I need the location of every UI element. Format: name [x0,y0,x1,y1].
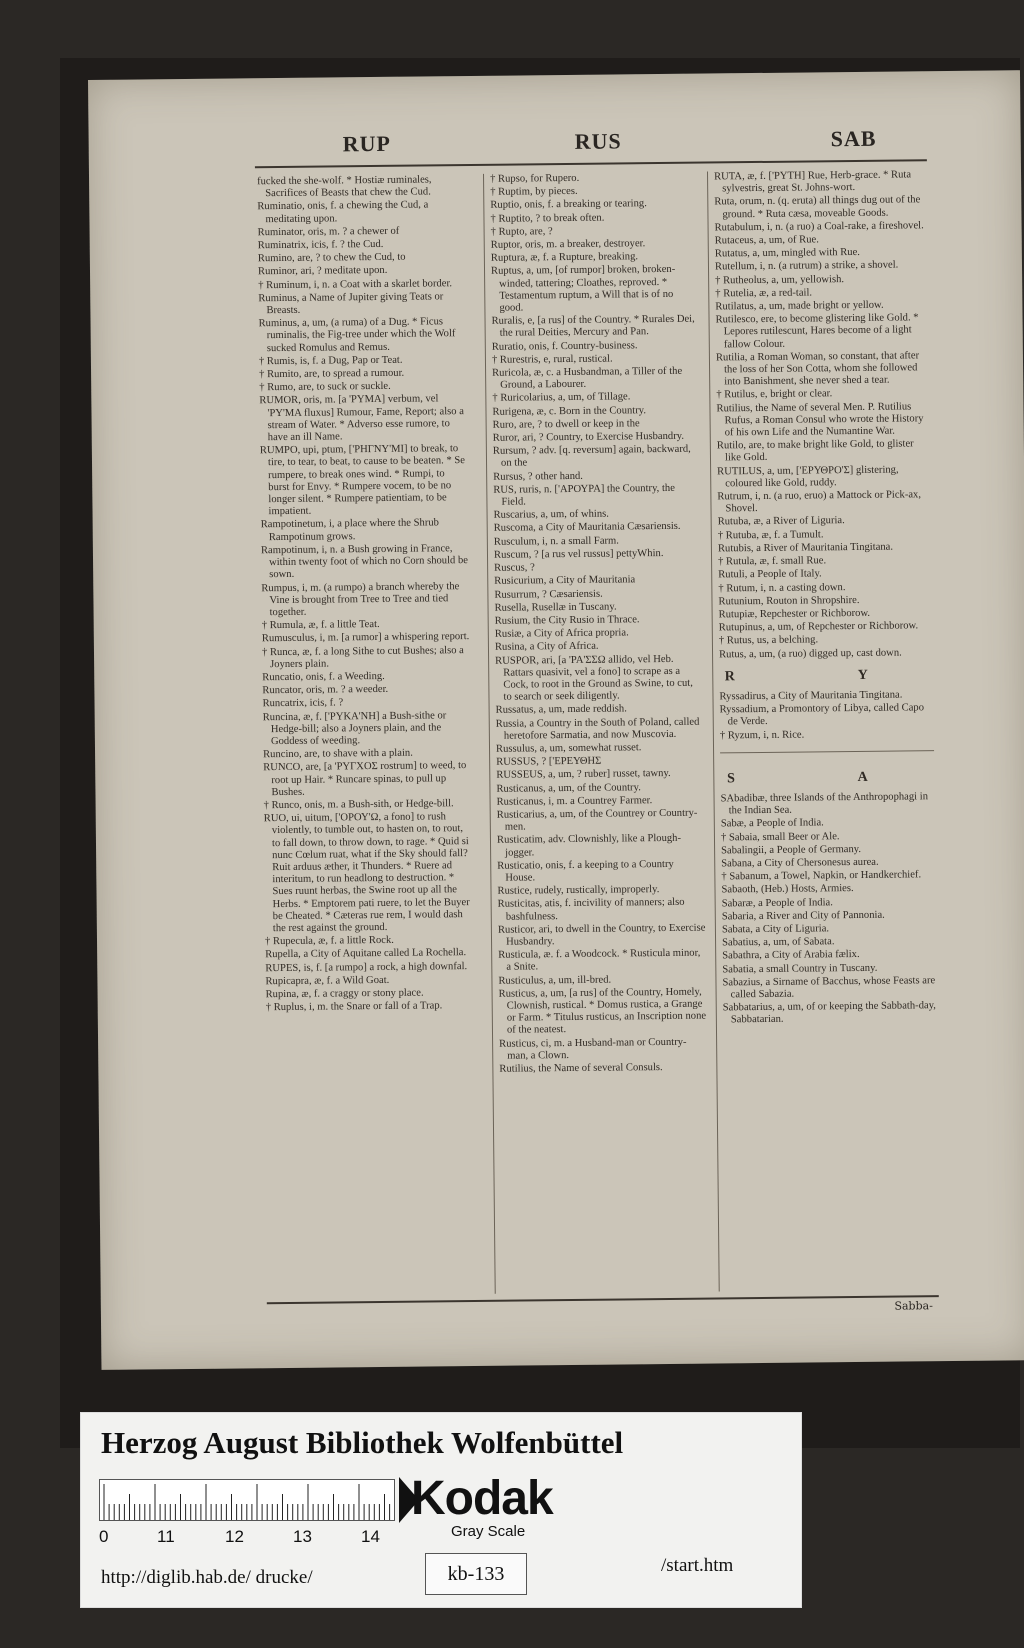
dictionary-entry: Sabaoth, (Heb.) Hosts, Armies. [721,883,854,896]
dictionary-entry: RUMOR, oris, m. [a 'ΡΥΜΑ] verbum, vel 'ΡΥ'ΜΑ fluxus] Rumour, Fame, Report; also a stream of Water. * Adverso esse rumore, to have an ill Name. [259,393,464,444]
dictionary-entry: † Ruplus, i, m. the Snare or fall of a Trap. [265,1000,443,1014]
dictionary-entry: Rursum, ? adv. [q. reversum] again, backward, on the [492,443,691,470]
dictionary-entry: † Rupto, are, ? [490,225,553,238]
dictionary-entry: RUS, ruris, n. ['ΑΡΟΥΡΑ] the Country, the Field. [493,482,675,508]
dictionary-entry: Rusticitas, atis, f. incivility of manners; also bashfulness. [497,897,685,923]
dictionary-entry: RUTILUS, a, um, ['ΕΡΥΘΡΟ'Σ] glistering, coloured like Gold, ruddy. [717,464,899,490]
dictionary-entry: † Rutum, i, n. a casting down. [718,581,846,594]
dictionary-entry: RUTA, æ, f. ['ΡΥΤΗ] Rue, Herb-grace. * Ruta sylvestris, great St. Johns-wort. [713,169,912,195]
dictionary-entry: Sabana, a City of Chersonesus aurea. [721,856,879,870]
dictionary-entry: † Rutelia, æ, a red-tail. [715,287,813,300]
dictionary-entry: Ruscarius, a, um, of whins. [493,508,609,522]
dictionary-entry: Ruptus, a, um, [of rumpor] broken, broken-winded, tattering; Cloathes, reproved. * Testamentum ruptum, a Will that is of no good. [490,264,676,314]
dictionary-entry: Rutupinus, a, um, of Repchester or Richborow. [718,620,919,634]
dictionary-entry: Rutilatus, a, um, made bright or yellow. [715,299,884,313]
dictionary-entry: Rusticatio, onis, f. a keeping to a Country House. [497,858,674,884]
dictionary-entry: Rutrum, i, n. (a ruo, eruo) a Mattock or Pick-ax, Shovel. [717,489,922,515]
dictionary-entry: † Rumito, are, to spread a rumour. [259,367,405,381]
dictionary-entry: Rursus, ? other hand. [493,470,583,483]
dictionary-entry: Ruscus, ? [494,562,535,574]
dictionary-entry: Rutilius, the Name of several Men. P. Rutilius Rufus, a Roman Consul who wrote the History of his own Life and the Numantine War. [716,401,924,439]
dictionary-entry: Runcatio, onis, f. a Weeding. [262,670,385,684]
dictionary-entry: † Ruptito, ? to break often. [490,212,605,225]
dictionary-entry: Sabatius, a, um, of Sabata. [722,936,835,949]
dictionary-entry: Rusticula, æ. f. a Woodcock. * Rusticula minor, a Snite. [498,947,701,974]
dictionary-entry: Rusella, Rusellæ in Tuscany. [494,601,617,614]
gray-scale-label: Gray Scale [451,1523,526,1540]
dictionary-entry: Rutaceus, a, um, of Rue. [714,234,819,247]
dictionary-entry: Rusurrum, ? Cæsariensis. [494,588,603,601]
running-head-right: SAB [830,125,877,152]
dictionary-entry: Sabathra, a City of Arabia fælix. [722,949,860,962]
dictionary-entry: Russia, a Country in the South of Poland, called heretofore Sarmatia, and now Muscovia. [495,716,700,742]
dictionary-entry: Rusticarius, a, um, of the Countrey or Country-men. [496,807,698,833]
ruler-number: 13 [293,1527,312,1546]
dictionary-entry: Rumino, are, ? to chew the Cud, to [257,251,406,265]
dictionary-entry: Russulus, a, um, somewhat russet. [495,742,642,755]
dictionary-entry: Rutus, a, um, (a ruo) digged up, cast down. [718,647,902,660]
dictionary-entry: Rusticulus, a, um, ill-bred. [498,974,612,987]
ruler-ticks [100,1480,394,1520]
dictionary-entry: Rusticanus, a, um, of the Country. [496,781,641,795]
dictionary-entry: Sabata, a City of Liguria. [721,923,830,936]
library-target-card [80,1412,802,1608]
dictionary-entry: Rupina, æ, f. a craggy or stony place. [265,987,424,1001]
dictionary-entry: † Rupecula, æ, f. a little Rock. [264,935,394,948]
dictionary-page [88,70,1024,1370]
dictionary-entry: † Rutus, us, a belching. [718,634,819,647]
dictionary-entry: Ruro, are, ? to dwell or keep in the [492,418,640,431]
dictionary-entry: Rusticus, a, um, [a rus] of the Country, Homely, Clownish, rustical. * Domus rustica, a Grange or Farm. * Titulus rusticus, an Inscription none of the neatest. [498,986,707,1037]
dictionary-entry: Ruptio, onis, f. a breaking or tearing. [490,198,647,212]
dictionary-entry: Rampotinum, i, n. a Bush growing in France, within twenty foot of which no Corn should be sown. [260,543,469,581]
dictionary-entry: RUPES, is, f. [a rumpo] a rock, a high downfal. [265,960,468,974]
dictionary-entry: Rutuba, æ, a River of Liguria. [717,515,845,528]
binding-edge [1000,400,1018,1000]
ruler-number: 12 [225,1527,244,1546]
dictionary-entry: Ruta, orum, n. (q. eruta) all things dug out of the ground. * Ruta cæsa, moveable Goods. [714,194,921,220]
dictionary-entry: Rumusculus, i, m. [a rumor] a whispering report. [261,631,470,645]
dictionary-entry: Ruratio, onis, f. Country-business. [491,339,638,353]
dictionary-entry: Rusticanus, i, m. a Countrey Farmer. [496,794,653,808]
ruler-number: 14 [361,1527,380,1546]
dictionary-entry: Rusticatim, adv. Clownishly, like a Plough-jogger. [496,833,682,859]
dictionary-entry: Rusina, a City of Africa. [494,640,599,654]
dictionary-entry: Ryssadium, a Promontory of Libya, called Capo de Verde. [719,702,925,728]
dictionary-entry: RUSPOR, ari, [a 'ΡΑ'ΣΣΩ allido, vel Heb. Rattars quasivit, vel a fono] to scrape as a Cock, to root in the Ground as Swine, to cut, to search or seek diligently. [495,653,693,703]
dictionary-entry: Rusticor, ari, to dwell in the Country, to Exercise Husbandry. [497,922,706,948]
kodak-logo: Kodak [411,1472,553,1525]
dictionary-entry: Ruminus, a, um, (a ruma) of a Dug. * Ficus ruminalis, the Fig-tree under which the Wolf sucked Romulus and Remus. [258,316,456,354]
dictionary-entry: Rusticus, ci, m. a Husband-man or Country-man, a Clown. [499,1036,687,1062]
catchword: Sabba- [894,1299,933,1313]
dictionary-entry: Rusiæ, a City of Africa propria. [494,627,629,640]
dictionary-entry: † Rutula, æ, f. small Rue. [718,555,827,568]
dictionary-entry: Sabæ, a People of India. [720,817,824,830]
dictionary-entry: Rutilius, the Name of several Consuls. [499,1062,663,1075]
dictionary-entry: Runcator, oris, m. ? a weeder. [262,684,389,697]
dictionary-entry: Ruminator, oris, m. ? a chewer of [257,225,400,239]
start-link[interactable]: /start.htm [661,1555,734,1576]
dictionary-entry: RUO, ui, uitum, ['ΟΡΟΥ'Ω, a fono] to rush violently, to tumble out, to hasten on, to rout, to fall down, to throw down, to rage. * Quid si nunc Cœlum ruat, what if the Sky should fall? Ruit arduus æther, it Thunders. * Ruere ad interitum, to run headlong to destruction. * Sues ruunt herbas, the Swine root up all the Herbs. * Emptorem pati ruere, to let the Buyer be Cheated. * Cæteras rue rem, I would dash the rest against the ground. [263,811,470,935]
dictionary-entry: Rusium, the City Rusio in Thrace. [494,614,640,627]
dictionary-entry: Rutunium, Routon in Shropshire. [718,594,860,608]
running-head [254,119,926,168]
dictionary-entry: Ruminatrix, icis, f. ? the Cud. [257,238,384,252]
dictionary-entry: † Sabanum, a Towel, Napkin, or Handkerchief. [721,869,922,883]
dictionary-entry: † Rupso, for Rupero. [490,172,580,185]
dictionary-entry: Rutellum, i, n. (a rutrum) a strike, a shovel. [714,259,899,273]
dictionary-entry: † Runca, æ, f. a long Sithe to cut Bushes; also a Joyners plain. [261,644,464,670]
dictionary-entry: † Ryzum, i, n. Rice. [719,729,805,741]
dictionary-entry: RUSSUS, ? ['ΕΡΕΥΘΗΣ [496,755,602,768]
dictionary-entry: Ruminus, a Name of Jupiter giving Teats or Breasts. [258,291,444,317]
dictionary-entry: † Runco, onis, m. a Bush-sith, or Hedge-bill. [263,798,454,812]
running-head-left: RUP [342,130,392,157]
dictionary-entry: † Rurestris, e, rural, rustical. [491,353,613,366]
ruler-numbers [99,1527,399,1549]
dictionary-entry: RUSSEUS, a, um, ? ruber] russet, tawny. [496,768,671,782]
dictionary-entry: Rumpus, i, m. (a rumpo) a branch whereby the Vine is brought from Tree to Tree and tied together. [261,580,460,619]
dictionary-entry: † Rutuba, æ, f. a Tumult. [717,529,824,542]
library-title: Herzog August Bibliothek Wolfenbüttel [101,1425,624,1460]
dictionary-entry: Rutubis, a River of Mauritania Tingitana. [717,541,894,555]
dictionary-entry: Rustice, rudely, rustically, improperly. [497,884,660,897]
dictionary-entry: Russatus, a, um, made reddish. [495,703,627,717]
dictionary-entry: Ruscoma, a City of Mauritania Cæsariensis. [493,521,681,535]
ruler-number: 11 [157,1527,175,1546]
dictionary-column-2 [483,172,710,1294]
dictionary-entry: † Sabaia, small Beer or Ale. [720,830,840,843]
library-url: http://diglib.hab.de/ drucke/ [101,1567,313,1588]
dictionary-entry: fucked the she-wolf. * Hostiæ ruminales, Sacrifices of Beasts that chew the Cud. [257,174,432,200]
dictionary-entry: Ruminatio, onis, f. a chewing the Cud, a meditating upon. [257,199,429,225]
dictionary-entry: Rutabulum, i, n. (a ruo) a Coal-rake, a fireshovel. [714,220,924,234]
dictionary-entry: Sabazius, a Sirname of Bacchus, whose Feasts are called Sabazia. [722,974,936,1001]
dictionary-entry: † Rumo, are, to suck or suckle. [259,381,391,394]
dictionary-entry: Rurigena, æ, c. Born in the Country. [492,404,647,418]
dictionary-entry: † Ruminum, i, n. a Coat with a skarlet border. [258,277,453,291]
dictionary-entry: Rusicurium, a City of Mauritania [494,574,636,588]
footer-rule [267,1295,939,1304]
dictionary-entry: SAbadibæ, three Islands of the Anthropophagi in the Indian Sea. [720,791,929,817]
dictionary-entry: Sabbatarius, a, um, of or keeping the Sabbath-day, Sabbatarian. [722,1000,937,1026]
dictionary-entry: Sabaria, a River and City of Pannonia. [721,909,885,923]
dictionary-entry: Rusculum, i, n. a small Farm. [493,535,619,548]
dictionary-entry: † Rumula, æ, f. a little Teat. [261,619,380,632]
dictionary-column-3 [707,169,940,1291]
page-text-block [254,119,938,1316]
dictionary-entry: Runcatrix, icis, f. ? [262,697,344,710]
section-rule [720,750,934,753]
dictionary-entry: Runcino, are, to shave with a plain. [263,747,413,761]
section-head-ry: R Y [724,666,928,685]
ruler-number: 0 [99,1527,109,1546]
dictionary-entry: RUNCO, are, [a 'ΡΥΓΧΟΣ rostrum] to weed, to root up Hair. * Runcare spinas, to pull up Bushes. [263,760,467,798]
dictionary-entry: Ruror, ari, ? Country, to Exercise Husbandry. [492,430,685,444]
dictionary-entry: Ryssadirus, a City of Mauritania Tingitana. [719,689,903,703]
dictionary-entry: † Ruricolarius, a, um, of Tillage. [492,391,631,405]
dictionary-entry: Ruptura, æ, f. a Rupture, breaking. [490,251,639,265]
dictionary-entry: Ruscum, ? [a rus vel russus] pettyWhin. [493,547,664,561]
dictionary-entry: Rupella, a City of Aquitane called La Rochella. [265,947,467,961]
dictionary-entry: † Rutheolus, a, um, yellowish. [715,273,845,287]
dictionary-entry: † Rutilus, e, bright or clear. [716,388,833,401]
dictionary-entry: RUMPO, upi, ptum, ['ΡΗΓΝΥ'ΜΙ] to break, to tire, to tear, to beat, to cause to be beaten. * Se rumpere, to break ones wind. * Rumpi, to burst for Envy. * Rumpere vocem, to be no longer silent. * Rumpere patientiam, to be impatient. [259,443,466,518]
kb-code-box: kb-133 [425,1553,527,1595]
dictionary-entry: † Rumis, is, f. a Dug, Pap or Teat. [258,354,403,368]
dictionary-entry: Rutilo, are, to make bright like Gold, to glister like Gold. [716,438,914,464]
section-head-sa: S A [726,768,928,787]
dictionary-entry: † Ruptim, by pieces. [490,186,578,198]
dictionary-entry: Rutupiæ, Repchester or Richborow. [718,607,871,621]
dictionary-entry: Sabalingii, a People of Germany. [721,843,862,857]
dictionary-entry: Rutuli, a People of Italy. [718,568,822,581]
dictionary-entry: Rutilia, a Roman Woman, so constant, that after the loss of her Son Cotta, whom she followed into Banishment, she never shed a tear. [715,350,920,388]
scale-ruler [99,1479,395,1521]
dictionary-entry: Rutatus, a, um, mingled with Rue. [714,247,860,260]
dictionary-entry: Ruminor, ari, ? meditate upon. [257,265,388,278]
dictionary-entry: Ruricola, æ, c. a Husbandman, a Tiller of the Ground, a Labourer. [492,365,683,391]
dictionary-entry: Rampotinetum, i, a place where the Shrub Rampotinum grows. [260,517,440,543]
dictionary-entry: Sabaræ, a People of India. [721,896,833,909]
dictionary-entry: Rutilesco, ere, to become glistering like Gold. * Lepores rutilescunt, Hares become of a light fallow Colour. [715,312,919,350]
dictionary-entry: Rupicapra, æ, f. a Wild Goat. [265,974,390,987]
dictionary-entry: Runcina, æ, f. ['ΡΥΚΑ'ΝΗ] a Bush-sithe or Hedge-bill; also a Joyners plain, and the Goddess of weeding. [262,709,447,748]
dictionary-entry: Sabatia, a small Country in Tuscany. [722,962,878,975]
dictionary-column-1 [257,174,474,1016]
dictionary-entry: Ruralis, e, [a rus] of the Country. * Rurales Dei, the rural Deities, Mercury and Pan. [491,313,695,340]
dictionary-entry: Ruptor, oris, m. a breaker, destroyer. [490,238,646,251]
running-head-middle: RUS [574,128,622,154]
